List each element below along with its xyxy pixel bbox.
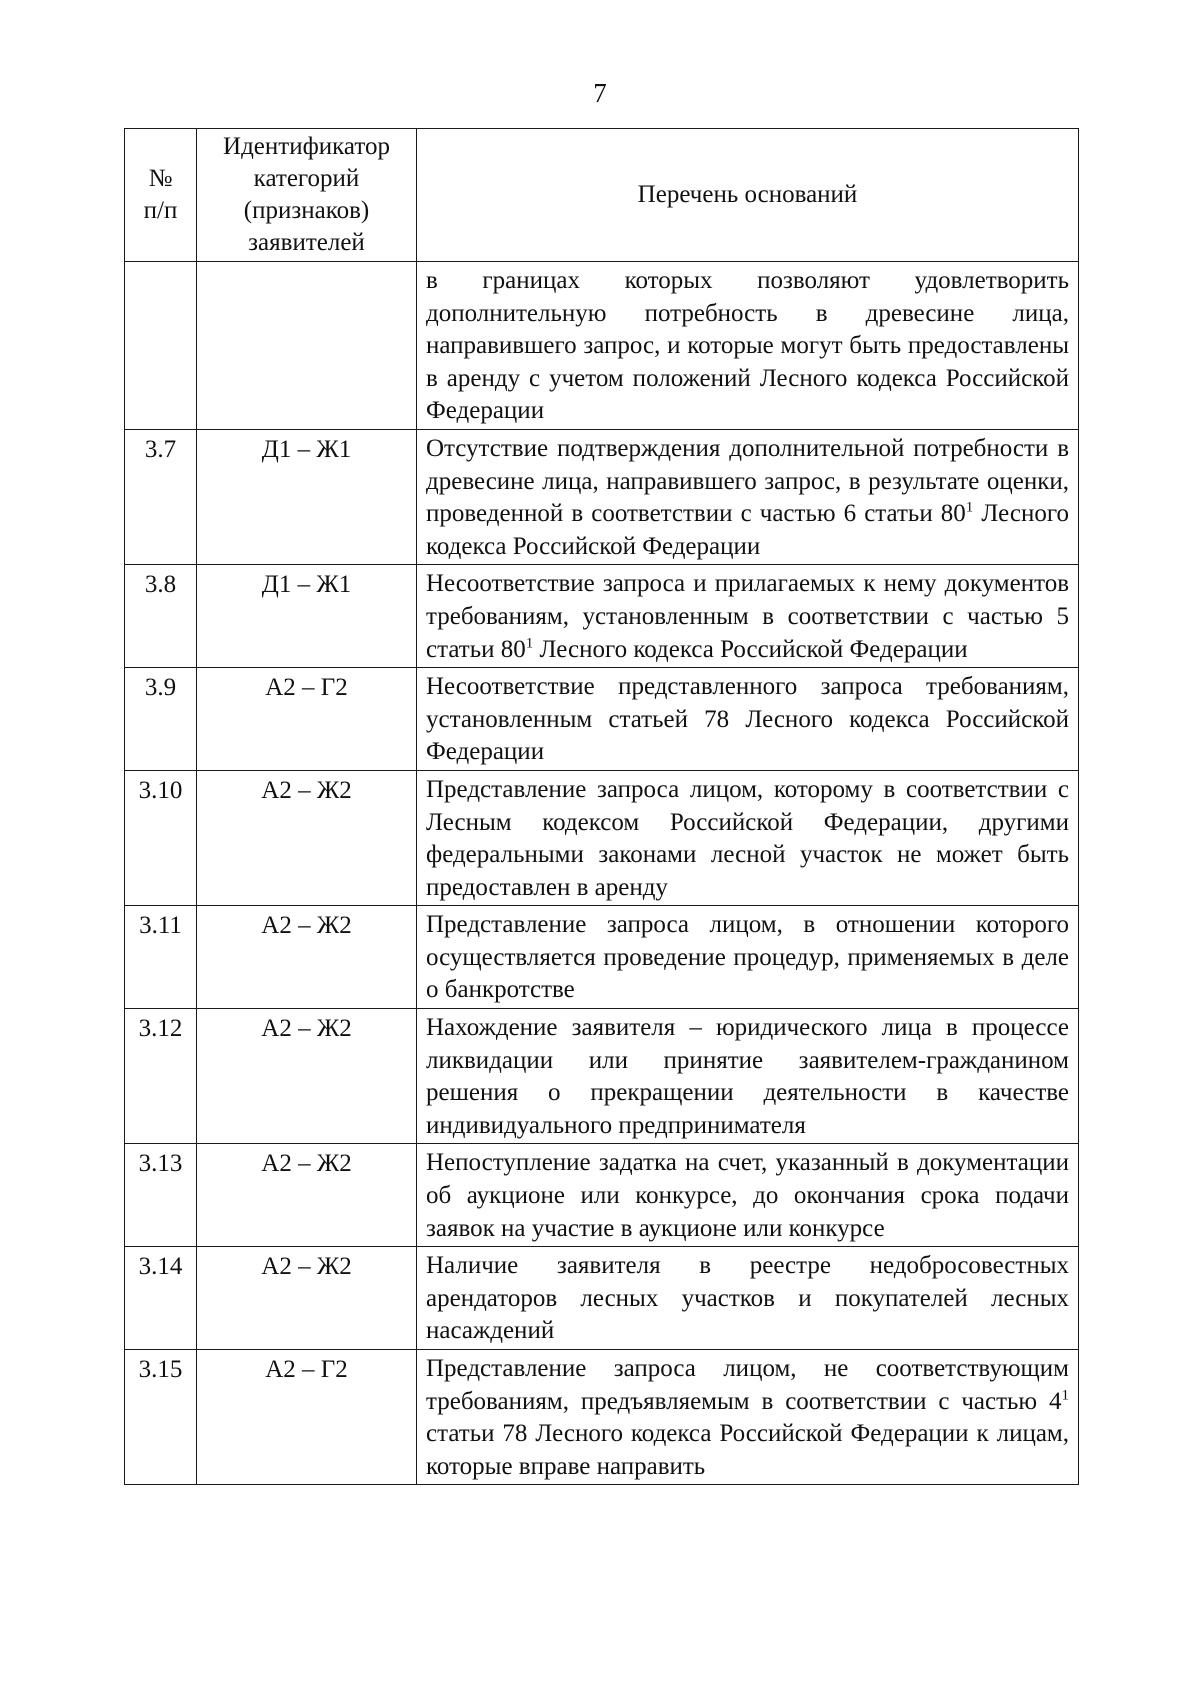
superscript: 1: [1061, 1387, 1069, 1404]
row-num: 3.12: [125, 1009, 197, 1144]
row-num: 3.11: [125, 906, 197, 1009]
row-num: 3.8: [125, 565, 197, 668]
row-identifier: А2 – Ж2: [197, 906, 417, 1009]
header-list: Перечень оснований: [417, 129, 1079, 262]
row-num: 3.9: [125, 668, 197, 771]
row-num: 3.7: [125, 429, 197, 564]
row-text-part: Отсутствие подтверждения дополнительной потребности в древесине лица, направившего запрос, в результате оценки, проведенной в соответствии с частью 6 статьи 80: [426, 434, 1069, 528]
row-text: Представление запроса лицом, в отношении которого осуществляется проведение процедур, применяемых в деле о банкротстве: [417, 906, 1079, 1009]
table-header-row: [125, 129, 1079, 262]
row-text: [417, 429, 1079, 564]
table-row: [125, 1144, 1079, 1247]
header-identifier: Идентификатор категорий (признаков) заявителей: [197, 129, 417, 262]
page-number: 7: [593, 78, 607, 108]
row-num: [125, 262, 197, 430]
row-text: [417, 1350, 1079, 1485]
row-text-part: статьи 78 Лесного кодекса Российской Федерации к лицам, которые вправе направить: [426, 1420, 1069, 1480]
grounds-table: [124, 128, 1079, 1485]
row-text-part: Лесного кодекса Российской Федерации: [426, 500, 1069, 560]
row-text: в границах которых позволяют удовлетворить дополнительную потребность в древесине лица, направившего запрос, и которые могут быть предоставлены в аренду с учетом положений Лесного кодекса Российской Федерации: [417, 262, 1079, 430]
table-row: [125, 1247, 1079, 1350]
row-identifier: А2 – Ж2: [197, 1247, 417, 1350]
table-row: [125, 1350, 1079, 1485]
table-row: [125, 668, 1079, 771]
row-text: Несоответствие представленного запроса требованиям, установленным статьей 78 Лесного кодекса Российской Федерации: [417, 668, 1079, 771]
row-num: 3.13: [125, 1144, 197, 1247]
header-num: № п/п: [125, 129, 197, 262]
row-identifier: А2 – Г2: [197, 1350, 417, 1485]
row-text: Представление запроса лицом, которому в соответствии с Лесным кодексом Российской Федерации, другими федеральными законами лесной участок не может быть предоставлен в аренду: [417, 770, 1079, 905]
table-row: [125, 906, 1079, 1009]
row-identifier: А2 – Ж2: [197, 770, 417, 905]
row-identifier: А2 – Ж2: [197, 1144, 417, 1247]
superscript: 1: [965, 499, 974, 516]
row-text: Непоступление задатка на счет, указанный в документации об аукционе или конкурсе, до окончания срока подачи заявок на участие в аукционе или конкурсе: [417, 1144, 1079, 1247]
row-identifier: А2 – Ж2: [197, 1009, 417, 1144]
row-text-part: Несоответствие запроса и прилагаемых к нему документов требованиям, установленным в соответствии с частью 5 статьи 80: [426, 570, 1069, 663]
table-row: [125, 770, 1079, 905]
row-text: Наличие заявителя в реестре недобросовестных арендаторов лесных участков и покупателей лесных насаждений: [417, 1247, 1079, 1350]
superscript: 1: [525, 635, 534, 652]
row-identifier: Д1 – Ж1: [197, 429, 417, 564]
row-text: Нахождение заявителя – юридического лица в процессе ликвидации или принятие заявителем-гражданином решения о прекращении деятельности в качестве индивидуального предпринимателя: [417, 1009, 1079, 1144]
row-num: 3.10: [125, 770, 197, 905]
row-identifier: Д1 – Ж1: [197, 565, 417, 668]
table-row: [125, 565, 1079, 668]
row-text: [417, 565, 1079, 668]
table-row: [125, 1009, 1079, 1144]
row-num: 3.15: [125, 1350, 197, 1485]
row-num: 3.14: [125, 1247, 197, 1350]
table-row: [125, 262, 1079, 430]
row-text-part: Представление запроса лицом, не соответствующим требованиям, предъявляемым в соответствии с частью 4: [426, 1355, 1069, 1415]
row-text-part: Лесного кодекса Российской Федерации: [533, 635, 968, 663]
table-row: [125, 429, 1079, 564]
row-identifier: [197, 262, 417, 430]
row-identifier: А2 – Г2: [197, 668, 417, 771]
